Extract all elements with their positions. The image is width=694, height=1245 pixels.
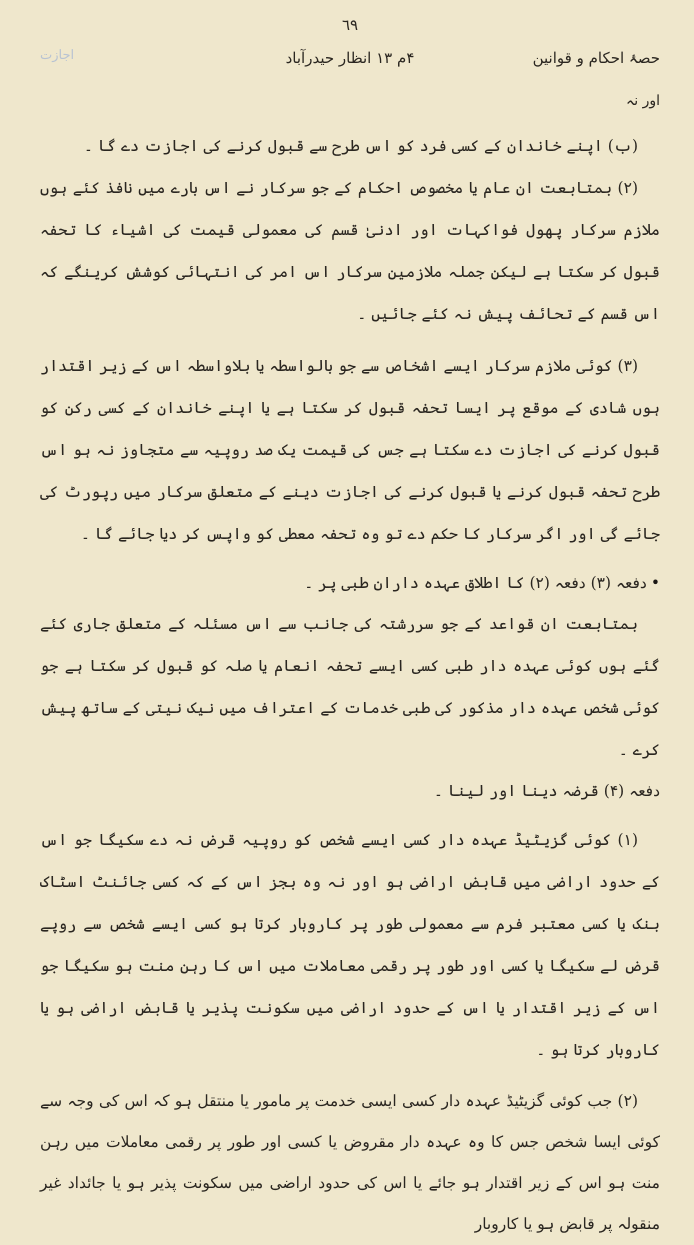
page-number: ٦٩	[341, 16, 359, 34]
bullet-mark: •	[650, 574, 660, 592]
running-header	[40, 40, 660, 76]
dafa-4-clause-1: (۱) کوئی گزیٹیڈ عہدہ دار کسی ایسے شخص کو روپیہ قرض نہ دے سکیگا جو اس کے حدود اراضی میں قابض اراضی ہو اور نہ وہ بجز اس کے کہ کسی جائنٹ اسٹاک بنک یا کسی معتبر فرم سے معمولی طور پر کاروبار کرتا ہو کسی ایسے شخص سے روپے قرض لے سکیگا یا کسی اور طور پر رقمی معاملات میں اس کا رہن منت ہو سکیگا جو اس کے زیر اقتدار یا اس کے حدود اراضی میں سکونت پذیر یا قابض اراضی ہو یا کاروبار کرتا ہو ۔	[40, 831, 660, 1059]
dafa-4-clause-2: (۲) جب کوئی گزیٹیڈ عہدہ دار کسی ایسی خدمت پر مامور یا منتقل ہو کہ اس کی وجہ سے کوئی ایسا شخص جس کا وہ عہدہ دار مقروض یا کسی اور طور پر رقمی معاملات میں رہن منت ہو اس کے زیر اقتدار ہو جائے یا اس کی حدود اراضی میں سکونت پذیر ہو یا جائداد غیر منقولہ پر قابض ہو یا کاروبار	[40, 1092, 660, 1233]
clause-3: (۳) کوئی ملازم سرکار ایسے اشخاص سے جو بالواسطہ یا بلاواسطہ اس کے زیر اقتدار ہوں شادی کے موقع پر ایسا تحفہ قبول کر سکتا ہے یا اپنے خاندان کے کسی رکن کو قبول کرنے کی اجازت دے سکتا ہے جس کی قیمت یک صد روپیہ سے متجاوز نہ ہو اس طرح تحفہ قبول کرنے یا قبول کرنے کی اجازت دینے کے متعلق سرکار میں رپورٹ کی جائے گی اور اگر سرکار کا حکم دے تو وہ تحفہ معطی کو واپس کر دیا جائے گا ۔	[39, 357, 660, 543]
dafa-3-heading-text: دفعہ (۳) دفعہ (۲) کا اطلاق عہدہ داران طبی پر ۔	[304, 574, 647, 592]
section-title: حصۂ احکام و قوانین	[532, 49, 660, 67]
faint-stamp-mark: اجازت	[40, 48, 75, 63]
clause-b: (ب) اپنے خاندان کے کسی فرد کو اس طرح سے قبول کرنے کی اجازت دے گا ۔	[83, 137, 638, 155]
dafa-3-heading	[40, 563, 660, 603]
publication-title: ۴م ۱۳ انظار حیدرآباد	[285, 49, 415, 67]
continuation-text: اور نہ	[626, 93, 660, 109]
clause-2: (۲) بمتابعت ان عام یا مخصوص احکام کے جو سرکار نے اس بارے میں نافذ کئے ہوں ملازم سرکار پھول فواکہات اور ادنیٰ قسم کی معمولی قیمت کی اشیاء کا تحفہ قبول کر سکتا ہے لیکن جملہ ملازمین سرکار اس امر کی انتہائی کوشش کرینگے کہ اس قسم کے تحائف پیش نہ کئے جائیں ۔	[40, 179, 660, 323]
dafa-4-heading: دفعہ (۴) قرضہ دینا اور لینا ۔	[433, 782, 660, 800]
dafa-3-body: بمتابعت ان قواعد کے جو سررشتہ کی جانب سے اس مسئلہ کے متعلق جاری کئے گئے ہوں کوئی عہدہ دار طبی کسی ایسے تحفہ انعام یا صلہ کو قبول کر سکتا ہے جو کوئی شخص عہدہ دار مذکور کی طبی خدمات کے اعتراف میں نیک نیتی کے ساتھ پیش کرے ۔	[40, 615, 660, 759]
